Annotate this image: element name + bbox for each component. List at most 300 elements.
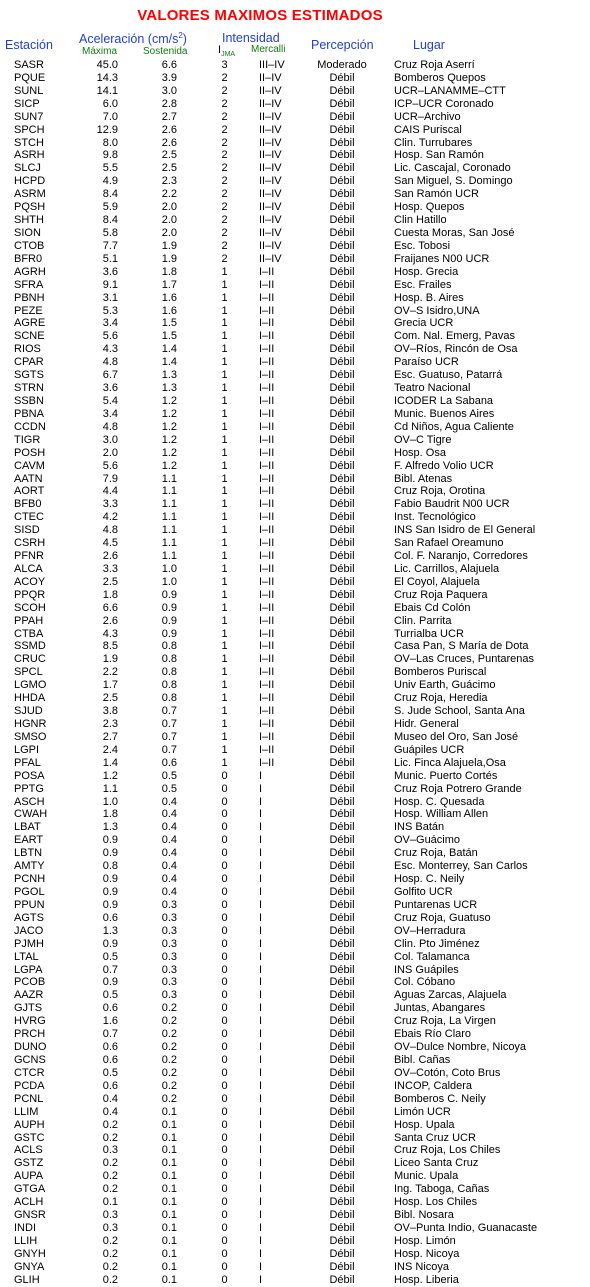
- station-code: SISD: [14, 524, 40, 537]
- table-row: [0, 964, 590, 977]
- perception: Débil: [329, 252, 355, 265]
- acceleration-max: 8.5: [102, 640, 118, 653]
- acceleration-sustained: 1.1: [161, 511, 177, 524]
- station-code: SMSO: [14, 730, 47, 743]
- intensity-jma: 0: [221, 1002, 228, 1015]
- intensity-mercalli: I: [259, 976, 263, 989]
- intensity-mercalli: I–II: [259, 718, 275, 731]
- location: Munic. Puerto Cortés: [394, 769, 498, 782]
- intensity-jma: 2: [221, 71, 228, 84]
- station-code: POSA: [14, 769, 45, 782]
- intensity-mercalli: I–II: [259, 666, 275, 679]
- intensity-jma: 1: [221, 640, 228, 653]
- acceleration-sustained: 0.1: [161, 1273, 177, 1286]
- acceleration-sustained: 0.1: [161, 1196, 177, 1209]
- location: Santa Cruz UCR: [394, 1131, 476, 1144]
- intensity-mercalli: I: [259, 1144, 263, 1157]
- table-row: [0, 137, 590, 150]
- acceleration-max: 0.2: [102, 1247, 118, 1260]
- intensity-mercalli: II–IV: [259, 239, 282, 252]
- location: Cruz Roja Potrero Grande: [394, 782, 522, 795]
- intensity-mercalli: II–IV: [259, 162, 282, 175]
- acceleration-sustained: 2.2: [161, 188, 177, 201]
- table-row: [0, 537, 590, 550]
- table-row: [0, 175, 590, 188]
- location: Golfito UCR: [394, 886, 453, 898]
- location: Cruz Roja, Orotina: [394, 485, 486, 498]
- acceleration-max: 5.6: [102, 459, 118, 472]
- intensity-jma: 1: [221, 705, 228, 718]
- location: Munic. Upala: [394, 1170, 459, 1183]
- intensity-jma: 2: [221, 136, 228, 149]
- intensity-mercalli: I: [259, 937, 263, 950]
- station-code: CPAR: [14, 356, 44, 369]
- intensity-jma: 1: [221, 679, 228, 692]
- perception: Débil: [329, 239, 355, 252]
- intensity-mercalli: I–II: [259, 459, 275, 472]
- acceleration-sustained: 2.0: [161, 214, 177, 227]
- acceleration-max: 0.9: [102, 937, 118, 950]
- table-row: [0, 201, 590, 214]
- station-code: PEZE: [14, 304, 43, 317]
- location: Hosp. C. Quesada: [394, 795, 485, 808]
- station-code: ACOY: [14, 575, 46, 588]
- intensity-mercalli: II–IV: [259, 188, 282, 201]
- acceleration-max: 0.4: [102, 1105, 118, 1118]
- station-code: HCPD: [14, 175, 46, 188]
- table-row: [0, 485, 590, 498]
- location: Col. F. Naranjo, Corredores: [394, 550, 528, 563]
- intensity-jma: 1: [221, 730, 228, 743]
- perception: Débil: [329, 1015, 355, 1028]
- location: Cruz Roja Aserrí: [394, 59, 475, 71]
- acceleration-sustained: 0.9: [161, 601, 177, 614]
- location: Bomberos Puriscal: [394, 666, 487, 679]
- perception: Débil: [329, 692, 355, 705]
- perception: Débil: [329, 498, 355, 511]
- station-code: SASR: [14, 59, 44, 71]
- acceleration-max: 0.6: [102, 911, 118, 924]
- header-intensidad: Intensidad: [222, 31, 280, 45]
- intensity-jma: 0: [221, 1041, 228, 1054]
- acceleration-sustained: 0.6: [161, 756, 177, 769]
- intensity-mercalli: I: [259, 950, 263, 963]
- intensity-jma: 1: [221, 743, 228, 756]
- intensity-jma: 1: [221, 369, 228, 382]
- station-code: DUNO: [14, 1041, 47, 1054]
- acceleration-max: 14.3: [96, 71, 118, 84]
- intensity-jma: 0: [221, 924, 228, 937]
- intensity-mercalli: II–IV: [259, 84, 282, 97]
- acceleration-max: 4.8: [102, 420, 118, 433]
- intensity-mercalli: I: [259, 1028, 263, 1041]
- acceleration-max: 4.2: [102, 511, 118, 524]
- intensity-mercalli: I–II: [259, 446, 275, 459]
- acceleration-sustained: 2.6: [161, 136, 177, 149]
- acceleration-sustained: 0.3: [161, 963, 177, 976]
- header-lugar: Lugar: [413, 38, 445, 52]
- intensity-mercalli: I–II: [259, 653, 275, 666]
- location: Hosp. B. Aires: [394, 291, 464, 304]
- acceleration-sustained: 0.2: [161, 1041, 177, 1054]
- intensity-mercalli: I–II: [259, 550, 275, 563]
- header-ijma: [218, 44, 235, 58]
- table-row: [0, 899, 590, 912]
- intensity-mercalli: I: [259, 1015, 263, 1028]
- acceleration-sustained: 0.1: [161, 1105, 177, 1118]
- acceleration-sustained: 0.4: [161, 834, 177, 847]
- perception: Débil: [329, 226, 355, 239]
- intensity-jma: 1: [221, 265, 228, 278]
- perception: Débil: [329, 459, 355, 472]
- perception: Débil: [329, 1105, 355, 1118]
- perception: Débil: [329, 821, 355, 834]
- intensity-mercalli: I: [259, 1273, 263, 1286]
- acceleration-sustained: 0.4: [161, 795, 177, 808]
- location: Cruz Roja, Guatuso: [394, 911, 491, 924]
- intensity-jma: 1: [221, 394, 228, 407]
- intensity-jma: 0: [221, 1079, 228, 1092]
- table-row: [0, 447, 590, 460]
- perception: Débil: [329, 1209, 355, 1222]
- acceleration-sustained: 0.8: [161, 679, 177, 692]
- location: INS San Isidro de El General: [394, 524, 536, 537]
- intensity-jma: 0: [221, 1234, 228, 1247]
- intensity-jma: 1: [221, 692, 228, 705]
- acceleration-sustained: 0.4: [161, 886, 177, 898]
- acceleration-sustained: 1.2: [161, 394, 177, 407]
- perception: Débil: [329, 911, 355, 924]
- acceleration-max: 0.3: [102, 1221, 118, 1234]
- table-row: [0, 860, 590, 873]
- perception: Débil: [329, 937, 355, 950]
- intensity-mercalli: I: [259, 782, 263, 795]
- intensity-jma: 1: [221, 550, 228, 563]
- table-row: [0, 382, 590, 395]
- station-code: LLIM: [14, 1105, 39, 1118]
- acceleration-max: 2.6: [102, 614, 118, 627]
- location: Univ Earth, Guácimo: [394, 679, 496, 692]
- intensity-jma: 1: [221, 433, 228, 446]
- acceleration-max: 6.0: [102, 97, 118, 110]
- acceleration-sustained: 0.1: [161, 1170, 177, 1183]
- table-row: [0, 576, 590, 589]
- location: Guápiles UCR: [394, 743, 465, 756]
- perception: Débil: [329, 71, 355, 84]
- location: Cuesta Moras, San José: [394, 226, 515, 239]
- perception: Débil: [329, 420, 355, 433]
- intensity-mercalli: I: [259, 860, 263, 873]
- station-code: LBAT: [14, 821, 41, 834]
- perception: Débil: [329, 1234, 355, 1247]
- station-code: LBTN: [14, 847, 43, 860]
- acceleration-max: 7.0: [102, 110, 118, 123]
- acceleration-max: 0.3: [102, 1209, 118, 1222]
- location: OV–C Tigre: [394, 433, 452, 446]
- perception: Débil: [329, 666, 355, 679]
- intensity-mercalli: I–II: [259, 407, 275, 420]
- location: Hosp. Grecia: [394, 265, 459, 278]
- intensity-jma: 1: [221, 653, 228, 666]
- station-code: STRN: [14, 382, 44, 395]
- table-row: [0, 111, 590, 124]
- intensity-mercalli: I: [259, 1066, 263, 1079]
- location: Lic. Cascajal, Coronado: [394, 162, 511, 175]
- acceleration-max: 0.2: [102, 1183, 118, 1196]
- station-code: ALCA: [14, 562, 43, 575]
- header-mercalli: Mercalli: [251, 44, 286, 55]
- station-code: PBNA: [14, 407, 44, 420]
- acceleration-sustained: 1.2: [161, 420, 177, 433]
- acceleration-max: 1.8: [102, 808, 118, 821]
- perception: Débil: [329, 265, 355, 278]
- intensity-jma: 1: [221, 407, 228, 420]
- intensity-jma: 0: [221, 1066, 228, 1079]
- intensity-mercalli: I–II: [259, 317, 275, 330]
- header-aceleracion: [79, 31, 187, 46]
- intensity-mercalli: I–II: [259, 433, 275, 446]
- station-code: PPTG: [14, 782, 44, 795]
- table-row: [0, 434, 590, 447]
- perception: Débil: [329, 1247, 355, 1260]
- intensity-mercalli: I: [259, 1221, 263, 1234]
- perception: Débil: [329, 550, 355, 563]
- acceleration-max: 3.4: [102, 317, 118, 330]
- intensity-mercalli: I: [259, 795, 263, 808]
- intensity-mercalli: I: [259, 873, 263, 886]
- location: Cruz Roja, Los Chiles: [394, 1144, 501, 1157]
- station-code: AAZR: [14, 989, 44, 1002]
- intensity-mercalli: I: [259, 1105, 263, 1118]
- intensity-jma: 2: [221, 201, 228, 214]
- intensity-jma: 1: [221, 718, 228, 731]
- perception: Débil: [329, 394, 355, 407]
- intensity-jma: 0: [221, 769, 228, 782]
- acceleration-sustained: 0.9: [161, 627, 177, 640]
- station-code: SHTH: [14, 214, 44, 227]
- acceleration-max: 5.8: [102, 226, 118, 239]
- acceleration-sustained: 0.2: [161, 1079, 177, 1092]
- perception: Débil: [329, 1092, 355, 1105]
- station-code: ASRH: [14, 149, 45, 162]
- table-row: [0, 834, 590, 847]
- intensity-jma: 0: [221, 1260, 228, 1273]
- intensity-jma: 1: [221, 498, 228, 511]
- acceleration-max: 4.8: [102, 356, 118, 369]
- acceleration-max: 5.6: [102, 330, 118, 343]
- station-code: SUN7: [14, 110, 44, 123]
- acceleration-sustained: 3.9: [161, 71, 177, 84]
- station-code: SFRA: [14, 278, 44, 291]
- acceleration-max: 0.2: [102, 1170, 118, 1183]
- perception: Débil: [329, 627, 355, 640]
- acceleration-sustained: 1.5: [161, 317, 177, 330]
- acceleration-sustained: 0.1: [161, 1183, 177, 1196]
- acceleration-max: 4.3: [102, 343, 118, 356]
- location: INCOP, Caldera: [394, 1079, 473, 1092]
- perception: Débil: [329, 1118, 355, 1131]
- location: ICODER La Sabana: [394, 394, 494, 407]
- location: ICP–UCR Coronado: [394, 97, 494, 110]
- station-code: AGRH: [14, 265, 46, 278]
- location: OV–Punta Indio, Guanacaste: [394, 1221, 538, 1234]
- intensity-jma: 0: [221, 873, 228, 886]
- intensity-jma: 1: [221, 459, 228, 472]
- acceleration-sustained: 0.3: [161, 898, 177, 911]
- perception: Débil: [329, 369, 355, 382]
- station-code: PPQR: [14, 588, 46, 601]
- location: S. Jude School, Santa Ana: [394, 705, 525, 718]
- perception: Débil: [329, 1170, 355, 1183]
- intensity-mercalli: II–IV: [259, 214, 282, 227]
- location: Col. Cóbano: [394, 976, 456, 989]
- table-row: [0, 989, 590, 1002]
- station-code: SION: [14, 226, 41, 239]
- intensity-mercalli: I–II: [259, 498, 275, 511]
- acceleration-max: 0.9: [102, 873, 118, 886]
- station-code: GLIH: [14, 1273, 40, 1286]
- acceleration-sustained: 1.1: [161, 485, 177, 498]
- intensity-jma: 3: [221, 59, 228, 71]
- intensity-mercalli: I–II: [259, 524, 275, 537]
- perception: Débil: [329, 588, 355, 601]
- location: Museo del Oro, San José: [394, 730, 519, 743]
- perception: Débil: [329, 343, 355, 356]
- acceleration-sustained: 0.1: [161, 1157, 177, 1170]
- acceleration-sustained: 0.8: [161, 666, 177, 679]
- acceleration-sustained: 0.1: [161, 1247, 177, 1260]
- perception: Débil: [329, 730, 355, 743]
- intensity-mercalli: II–IV: [259, 110, 282, 123]
- table-row: [0, 343, 590, 356]
- intensity-jma: 1: [221, 330, 228, 343]
- location: Hosp. William Allen: [394, 808, 489, 821]
- location: Cruz Roja, Batán: [394, 847, 478, 860]
- perception: Débil: [329, 989, 355, 1002]
- station-code: LTAL: [14, 950, 39, 963]
- table-row: [0, 1093, 590, 1106]
- station-code: CSRH: [14, 537, 46, 550]
- intensity-mercalli: I–II: [259, 756, 275, 769]
- header-maxima: Máxima: [82, 46, 118, 57]
- intensity-jma: 1: [221, 524, 228, 537]
- station-code: SGTS: [14, 369, 44, 382]
- table-row: [0, 421, 590, 434]
- intensity-jma: 1: [221, 666, 228, 679]
- location: Puntarenas UCR: [394, 898, 478, 911]
- table-row: [0, 550, 590, 563]
- table-row: [0, 1157, 590, 1170]
- table-row: [0, 305, 590, 318]
- intensity-jma: 1: [221, 485, 228, 498]
- acceleration-sustained: 2.7: [161, 110, 177, 123]
- acceleration-max: 0.6: [102, 1079, 118, 1092]
- table-row: [0, 563, 590, 576]
- acceleration-sustained: 1.9: [161, 252, 177, 265]
- table-row: [0, 1222, 590, 1235]
- intensity-jma: 0: [221, 821, 228, 834]
- intensity-mercalli: II–IV: [259, 175, 282, 188]
- acceleration-max: 6.7: [102, 369, 118, 382]
- table-row: [0, 498, 590, 511]
- acceleration-sustained: 3.0: [161, 84, 177, 97]
- acceleration-max: 2.0: [102, 446, 118, 459]
- location: OV–S Isidro,UNA: [394, 304, 480, 317]
- intensity-jma: 0: [221, 1015, 228, 1028]
- intensity-mercalli: I–II: [259, 485, 275, 498]
- intensity-jma: 2: [221, 149, 228, 162]
- intensity-jma: 0: [221, 847, 228, 860]
- table-row: [0, 628, 590, 641]
- intensity-jma: 0: [221, 989, 228, 1002]
- location: Cruz Roja Paquera: [394, 588, 488, 601]
- station-code: CTOB: [14, 239, 45, 252]
- acceleration-max: 3.3: [102, 498, 118, 511]
- station-code: HGNR: [14, 718, 47, 731]
- acceleration-max: 2.5: [102, 575, 118, 588]
- location: Col. Talamanca: [394, 950, 470, 963]
- acceleration-sustained: 1.1: [161, 537, 177, 550]
- location: Hosp. San Ramón: [394, 149, 484, 162]
- location: El Coyol, Alajuela: [394, 575, 480, 588]
- station-code: GNSR: [14, 1209, 46, 1222]
- station-code: CWAH: [14, 808, 48, 821]
- acceleration-max: 0.4: [102, 1092, 118, 1105]
- table-row: [0, 1080, 590, 1093]
- acceleration-max: 2.2: [102, 666, 118, 679]
- station-code: PBNH: [14, 291, 45, 304]
- table-row: [0, 847, 590, 860]
- intensity-mercalli: I: [259, 834, 263, 847]
- perception: Débil: [329, 653, 355, 666]
- intensity-mercalli: I–II: [259, 369, 275, 382]
- acceleration-sustained: 0.1: [161, 1131, 177, 1144]
- perception: Débil: [329, 898, 355, 911]
- intensity-jma: 0: [221, 860, 228, 873]
- station-code: STCH: [14, 136, 44, 149]
- table-row: [0, 1261, 590, 1274]
- table-row: [0, 1248, 590, 1261]
- table-row: [0, 188, 590, 201]
- intensity-mercalli: I: [259, 924, 263, 937]
- intensity-jma: 1: [221, 420, 228, 433]
- station-code: CCDN: [14, 420, 46, 433]
- table-row: [0, 279, 590, 292]
- acceleration-max: 12.9: [96, 123, 118, 136]
- intensity-mercalli: I–II: [259, 627, 275, 640]
- location: Esc. Guatuso, Patarrá: [394, 369, 503, 382]
- intensity-mercalli: II–IV: [259, 123, 282, 136]
- location: Hosp. Limón: [394, 1234, 456, 1247]
- perception: Débil: [329, 1273, 355, 1286]
- intensity-jma: 2: [221, 84, 228, 97]
- perception: Débil: [329, 614, 355, 627]
- acceleration-sustained: 0.1: [161, 1118, 177, 1131]
- location: Bomberos Quepos: [394, 71, 486, 84]
- table-row: [0, 873, 590, 886]
- acceleration-sustained: 1.2: [161, 407, 177, 420]
- intensity-jma: 1: [221, 446, 228, 459]
- perception: Débil: [329, 743, 355, 756]
- perception: Débil: [329, 769, 355, 782]
- station-code: TIGR: [14, 433, 41, 446]
- station-code: GNYA: [14, 1260, 45, 1273]
- intensity-jma: 0: [221, 1273, 228, 1286]
- acceleration-sustained: 0.3: [161, 924, 177, 937]
- intensity-jma: 0: [221, 886, 228, 898]
- perception: Débil: [329, 679, 355, 692]
- location: OV–Las Cruces, Puntarenas: [394, 653, 535, 666]
